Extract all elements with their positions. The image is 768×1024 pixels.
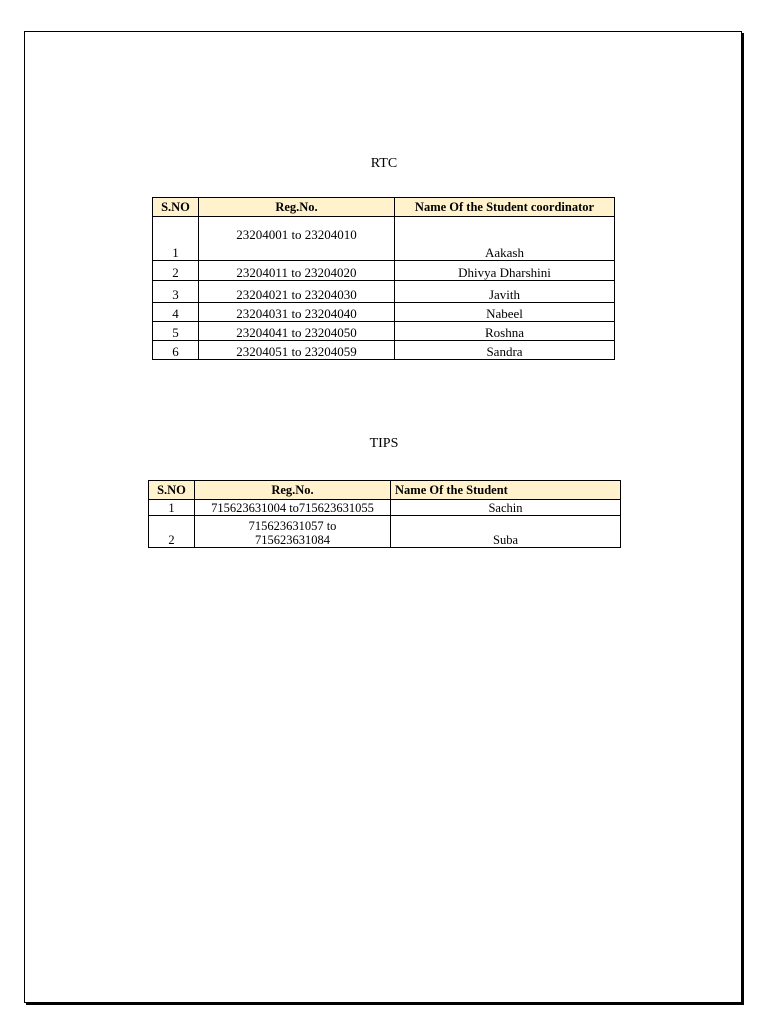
cell-sno: 1 bbox=[153, 217, 199, 261]
document-page bbox=[24, 31, 742, 1003]
column-header-name: Name Of the Student coordinator bbox=[395, 198, 615, 217]
column-header-sno: S.NO bbox=[149, 481, 195, 500]
table-header-row bbox=[153, 198, 615, 217]
table-header-row bbox=[149, 481, 621, 500]
cell-reg-no: 23204001 to 23204010 bbox=[199, 217, 395, 261]
table-row bbox=[149, 516, 621, 548]
cell-name: Suba bbox=[391, 516, 621, 548]
cell-sno: 4 bbox=[153, 303, 199, 322]
column-header-reg-no: Reg.No. bbox=[199, 198, 395, 217]
cell-name: Dhivya Dharshini bbox=[395, 261, 615, 281]
rtc-table bbox=[152, 197, 615, 360]
cell-sno: 5 bbox=[153, 322, 199, 341]
cell-name: Sandra bbox=[395, 341, 615, 360]
cell-reg-no: 23204011 to 23204020 bbox=[199, 261, 395, 281]
table-row bbox=[149, 500, 621, 516]
table-row bbox=[153, 303, 615, 322]
cell-reg-no: 23204021 to 23204030 bbox=[199, 281, 395, 303]
reg-no-line-2: 715623631084 bbox=[255, 533, 330, 547]
cell-sno: 2 bbox=[149, 516, 195, 548]
tips-table bbox=[148, 480, 621, 548]
cell-reg-no: 23204041 to 23204050 bbox=[199, 322, 395, 341]
cell-sno: 3 bbox=[153, 281, 199, 303]
column-header-sno: S.NO bbox=[153, 198, 199, 217]
cell-reg-no: 23204051 to 23204059 bbox=[199, 341, 395, 360]
cell-sno: 2 bbox=[153, 261, 199, 281]
tips-title: TIPS bbox=[369, 436, 399, 451]
cell-name: Javith bbox=[395, 281, 615, 303]
column-header-reg-no: Reg.No. bbox=[195, 481, 391, 500]
table-row bbox=[153, 341, 615, 360]
cell-name: Nabeel bbox=[395, 303, 615, 322]
cell-sno: 1 bbox=[149, 500, 195, 516]
table-row bbox=[153, 217, 615, 261]
cell-name: Aakash bbox=[395, 217, 615, 261]
cell-reg-no bbox=[195, 516, 391, 548]
table-row bbox=[153, 261, 615, 281]
table-row bbox=[153, 322, 615, 341]
cell-sno: 6 bbox=[153, 341, 199, 360]
rtc-title: RTC bbox=[370, 156, 398, 171]
cell-name: Roshna bbox=[395, 322, 615, 341]
cell-reg-no: 715623631004 to715623631055 bbox=[195, 500, 391, 516]
table-row bbox=[153, 281, 615, 303]
column-header-name: Name Of the Student bbox=[391, 481, 621, 500]
reg-no-line-1: 715623631057 to bbox=[248, 519, 337, 533]
cell-reg-no: 23204031 to 23204040 bbox=[199, 303, 395, 322]
cell-name: Sachin bbox=[391, 500, 621, 516]
